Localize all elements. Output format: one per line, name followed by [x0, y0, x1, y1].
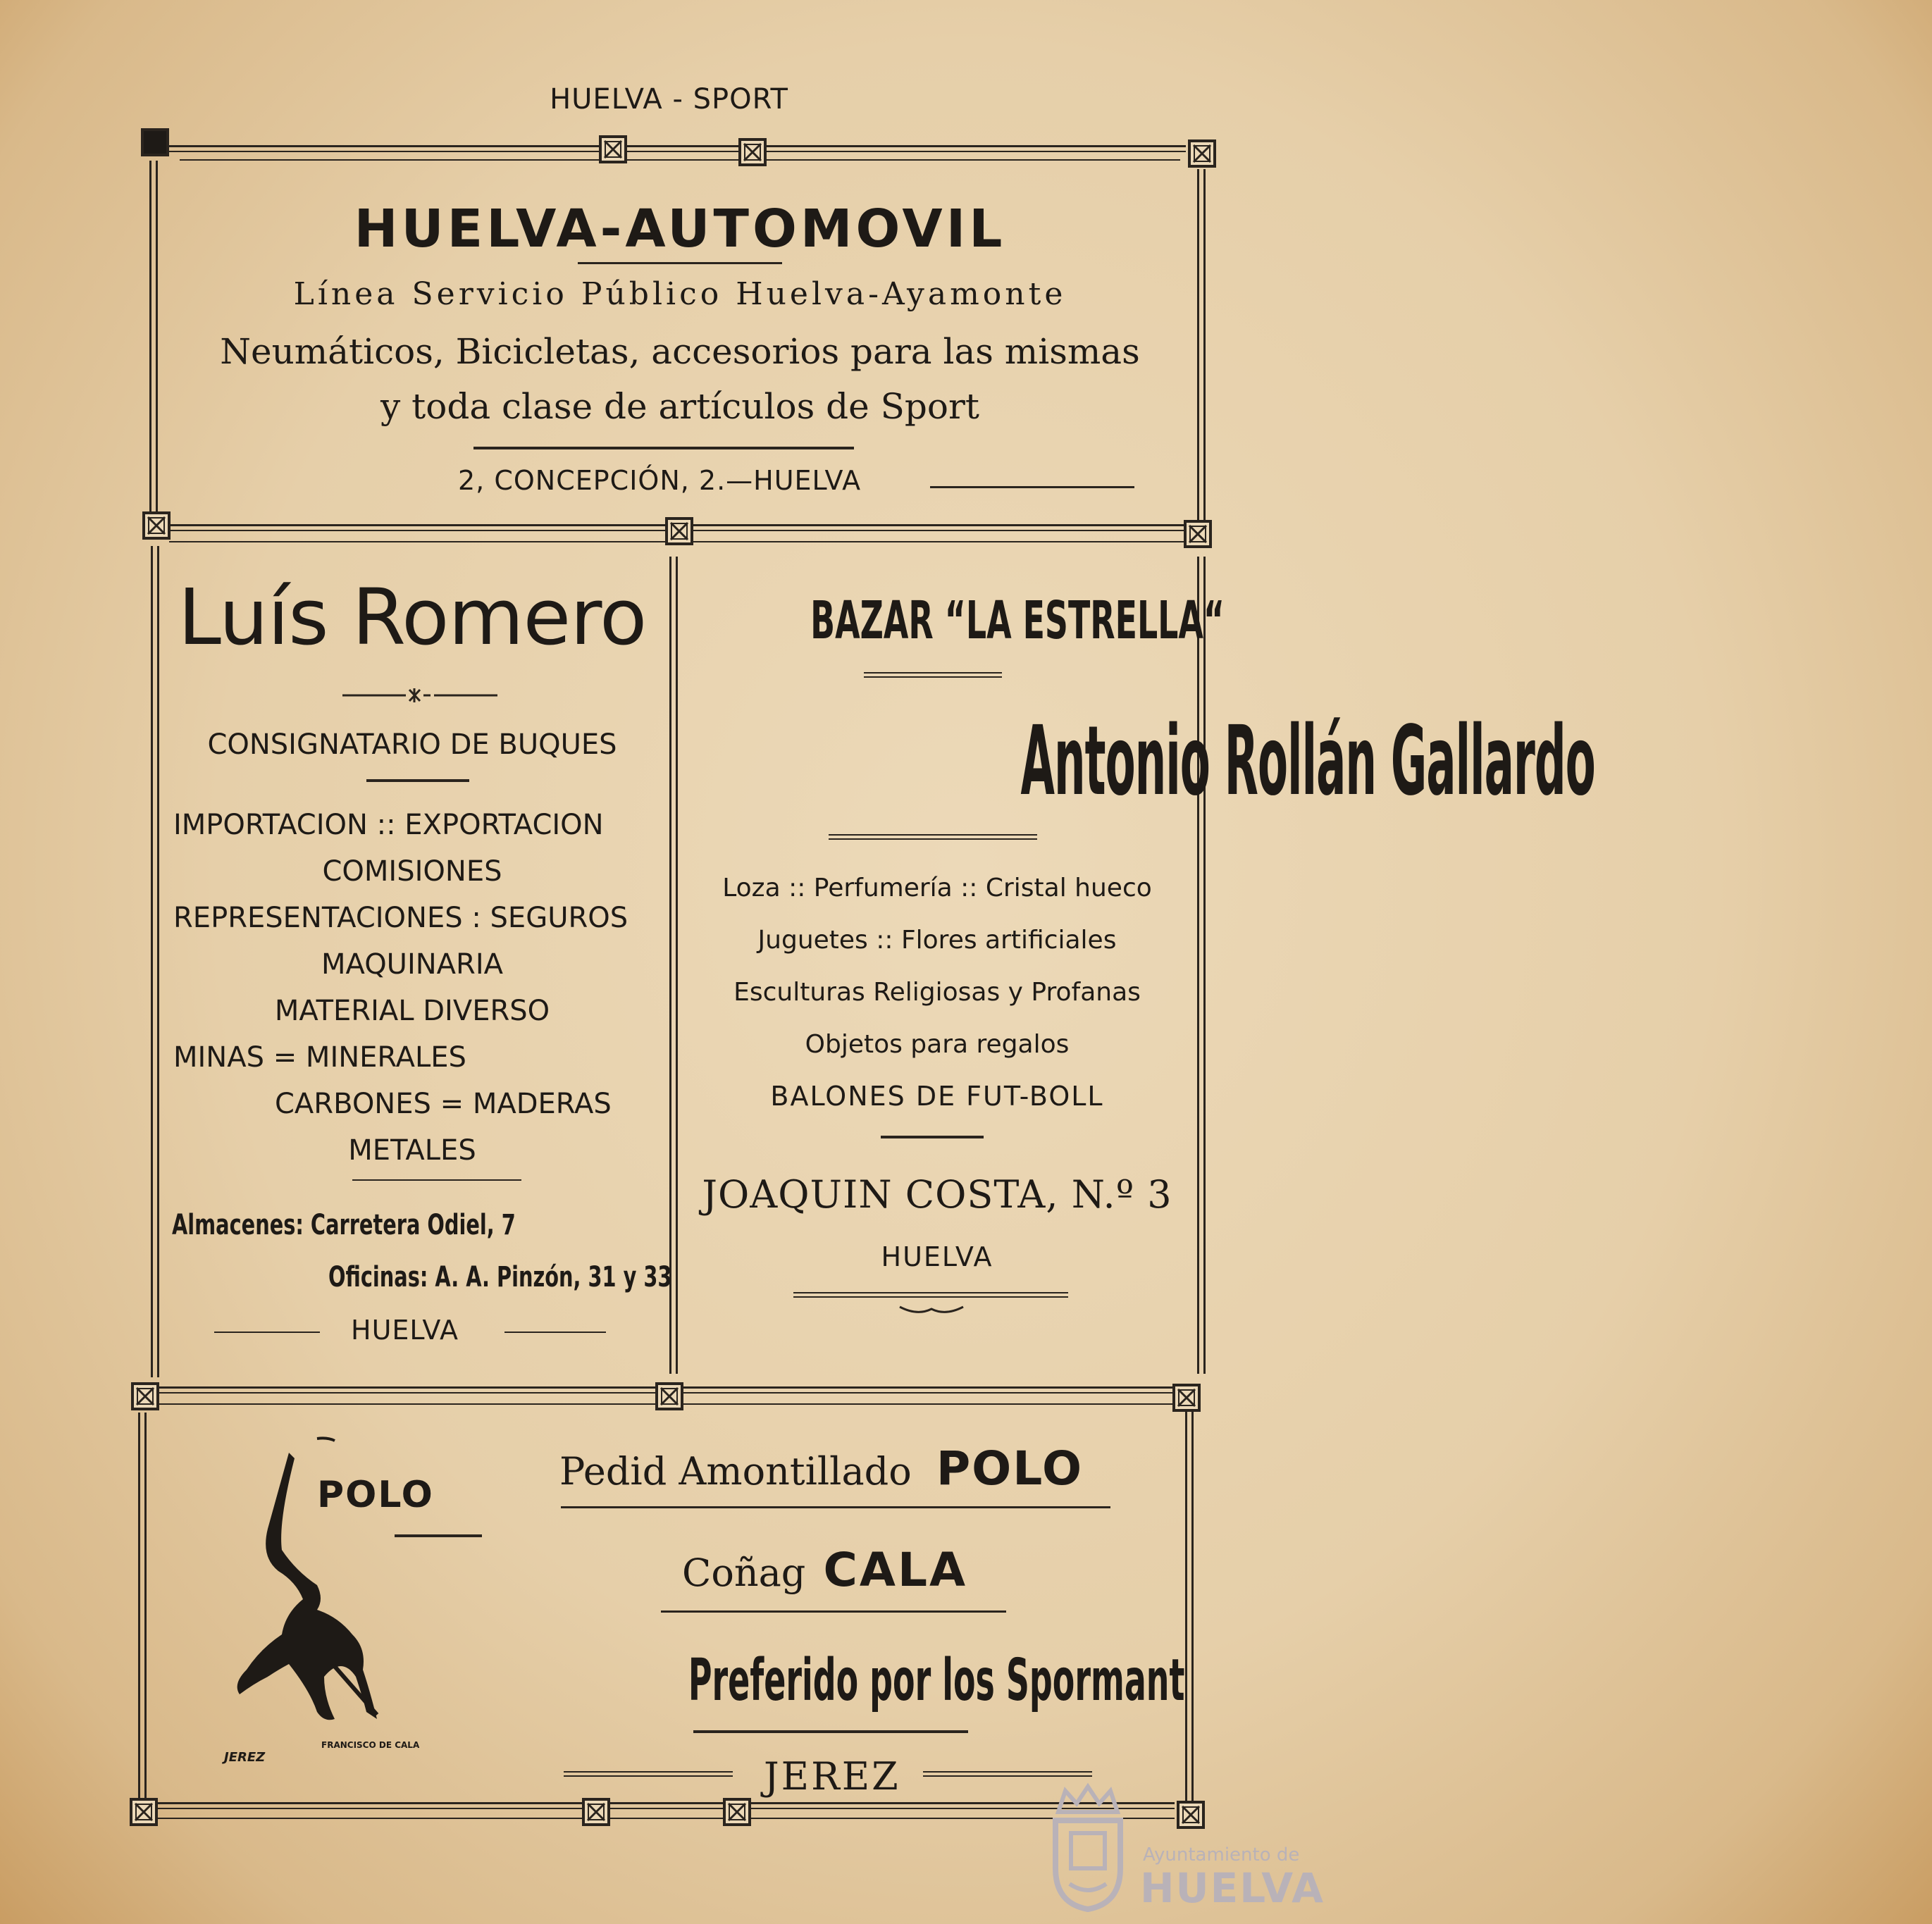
divider-rule — [473, 447, 854, 449]
logo-text: POLO — [317, 1474, 434, 1516]
almacenes-address: Almacenes: Carretera Odiel, 7 — [172, 1209, 516, 1241]
service-item: COMISIONES — [322, 855, 502, 888]
oficinas-address: Oficinas: A. A. Pinzón, 31 y 33 — [328, 1261, 672, 1293]
address: 2, CONCEPCIÓN, 2.—HUELVA — [458, 465, 862, 496]
corner-ornament — [1172, 1384, 1201, 1412]
corner-ornament — [665, 517, 693, 545]
city-right-rule — [923, 1771, 1092, 1777]
bottom-rule — [793, 1292, 1068, 1298]
divider-rule — [352, 1179, 521, 1181]
brand-polo: POLO — [936, 1441, 1084, 1496]
line-prefix: Coñag — [682, 1551, 806, 1595]
corner-ornament — [1188, 139, 1216, 168]
corner-ornament — [1184, 520, 1212, 548]
corner-ornament — [723, 1798, 751, 1826]
corner-ornament — [599, 135, 627, 163]
product-line: Juguetes :: Flores artificiales — [757, 926, 1117, 955]
product-line: Objetos para regalos — [805, 1030, 1070, 1059]
line-underline — [693, 1730, 968, 1733]
city: HUELVA — [881, 1241, 993, 1272]
frame-top-rule — [168, 145, 1186, 152]
service-item: METALES — [348, 1134, 476, 1167]
owner-underline — [829, 834, 1037, 840]
ad-title: BAZAR “LA ESTRELLA“ — [810, 590, 1225, 651]
title-underline — [864, 672, 1002, 678]
line-prefix: Pedid Amontillado — [559, 1449, 912, 1494]
city-right-rule — [504, 1332, 606, 1333]
service-item: REPRESENTACIONES : SEGUROS — [173, 902, 628, 934]
polo-logo — [211, 1437, 493, 1775]
brand-cala: CALA — [823, 1543, 968, 1597]
products-line-2: y toda clase de artículos de Sport — [380, 386, 979, 427]
product-line: Esculturas Religiosas y Profanas — [733, 978, 1141, 1007]
city-left-rule — [214, 1332, 320, 1333]
corner-ornament — [130, 1798, 158, 1826]
service-item: MATERIAL DIVERSO — [274, 995, 550, 1027]
line-underline — [661, 1610, 1006, 1613]
frame-top-rule-inner — [180, 159, 1180, 161]
ad-line-amontillado — [559, 1441, 1083, 1496]
ad-title: Luís Romero — [178, 572, 647, 662]
city: HUELVA — [351, 1315, 459, 1346]
ad-line-conag — [682, 1543, 967, 1597]
frame-left-mid — [151, 546, 159, 1377]
ad-title: HUELVA-AUTOMOVIL — [354, 199, 1006, 259]
corner-ornament — [1177, 1801, 1205, 1829]
owner-name: Antonio Rollán Gallardo — [1020, 706, 1595, 817]
logo-underline — [395, 1534, 482, 1537]
frame-bottom-rule-inner — [156, 1818, 1175, 1819]
divider-rule — [881, 1136, 984, 1138]
corner-ornament — [142, 511, 171, 540]
frame-right-mid — [1197, 557, 1206, 1374]
service-item: CARBONES = MADERAS — [275, 1088, 612, 1120]
service-item: MAQUINARIA — [321, 948, 503, 981]
coat-of-arms-icon — [1048, 1784, 1127, 1912]
frame-bottom-rule — [156, 1802, 1175, 1809]
frame-left-bottom — [138, 1413, 147, 1807]
ad-line-preferido: Preferido por los Spormant — [688, 1647, 1185, 1714]
role-underline — [366, 779, 469, 782]
watermark-title: HUELVA — [1140, 1864, 1325, 1912]
service-item: MINAS = MINERALES — [173, 1041, 466, 1074]
flourish-ornament — [896, 1303, 967, 1317]
address: JOAQUIN COSTA, N.º 3 — [702, 1172, 1172, 1217]
corner-ornament — [738, 138, 767, 166]
corner-ornament — [131, 1382, 159, 1410]
flourish-ornament — [342, 687, 497, 704]
frame-divider-mid — [669, 557, 678, 1374]
line-underline — [561, 1506, 1110, 1508]
logo-maker: FRANCISCO DE CALA — [321, 1740, 420, 1750]
running-header: HUELVA - SPORT — [550, 83, 788, 116]
corner-ornament — [655, 1382, 683, 1410]
title-underline — [578, 262, 782, 264]
city-left-rule — [564, 1771, 733, 1777]
products-line: Neumáticos, Bicicletas, accesorios para las mismas — [220, 331, 1140, 372]
address-trailing-rule — [930, 486, 1134, 488]
service-line: Línea Servicio Público Huelva-Ayamonte — [293, 276, 1067, 312]
corner-ornament — [582, 1798, 610, 1826]
product-line: Loza :: Perfumería :: Cristal hueco — [722, 874, 1152, 902]
product-line: BALONES DE FUT-BOLL — [770, 1081, 1104, 1112]
role: CONSIGNATARIO DE BUQUES — [207, 728, 617, 761]
logo-city: JEREZ — [224, 1750, 266, 1765]
frame-right-bottom — [1185, 1409, 1194, 1804]
city: JEREZ — [764, 1754, 900, 1799]
service-item: IMPORTACION :: EXPORTACION — [173, 809, 604, 841]
watermark-text: Ayuntamiento de — [1143, 1844, 1300, 1866]
corner-ornament-top-left — [141, 128, 169, 156]
